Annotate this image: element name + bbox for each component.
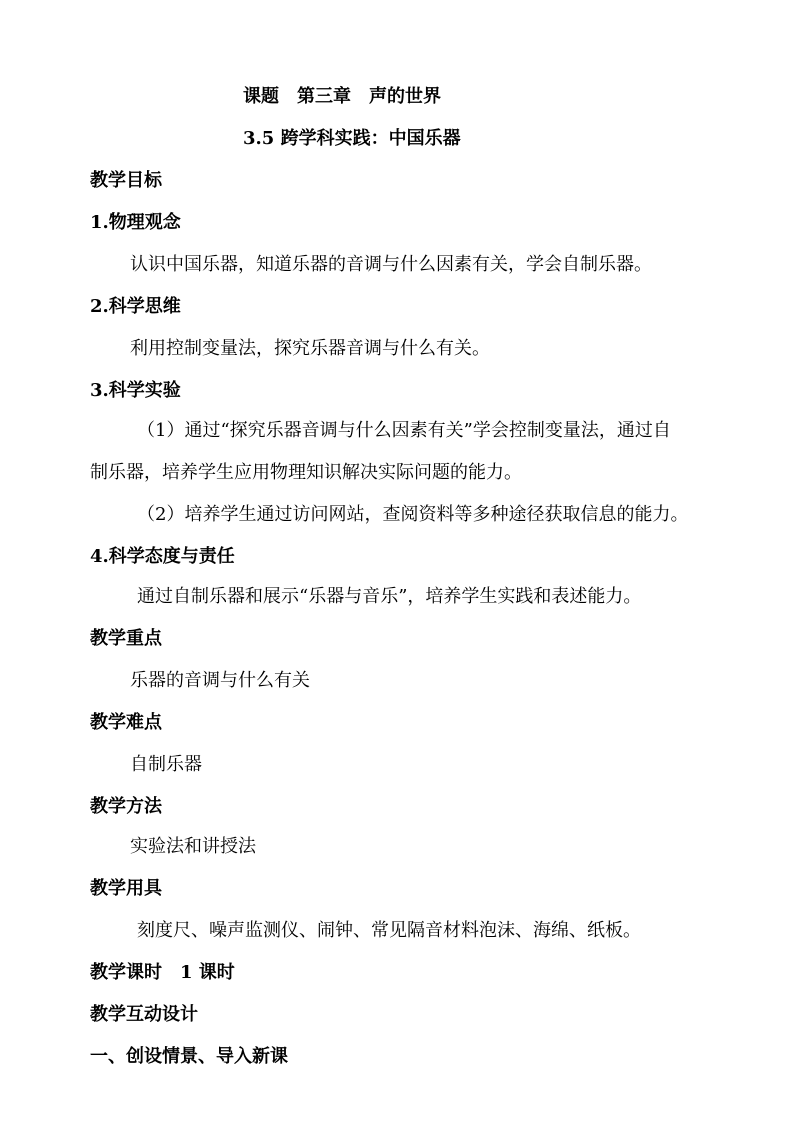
- difficulty-heading: 教学难点: [90, 712, 162, 733]
- section-3-text-1a: （1）通过“探究乐器音调与什么因素有关”学会控制变量法，通过自: [137, 420, 671, 441]
- lesson-subtitle: 3.5 跨学科实践：中国乐器: [243, 128, 461, 149]
- tools-heading: 教学用具: [90, 878, 162, 899]
- goals-heading: 教学目标: [90, 170, 162, 191]
- title-label: 课题: [243, 86, 279, 107]
- part-1-heading: 一、创设情景、导入新课: [90, 1046, 288, 1067]
- hours-line: [90, 961, 235, 985]
- section-4-text: 通过自制乐器和展示“乐器与音乐”，培养学生实践和表述能力。: [137, 586, 642, 607]
- key-text: 乐器的音调与什么有关: [130, 670, 310, 691]
- section-2-heading: 2.科学思维: [90, 296, 181, 317]
- tools-text: 刻度尺、噪声监测仪、闹钟、常见隔音材料泡沫、海绵、纸板。: [137, 920, 641, 941]
- title-chapter: 第三章: [297, 86, 351, 107]
- section-1-heading: 1.物理观念: [90, 212, 181, 233]
- difficulty-text: 自制乐器: [130, 754, 202, 775]
- section-1-text: 认识中国乐器，知道乐器的音调与什么因素有关，学会自制乐器。: [130, 254, 652, 275]
- section-3-text-1b: 制乐器，培养学生应用物理知识解决实际问题的能力。: [90, 462, 522, 483]
- section-3-heading: 3.科学实验: [90, 380, 181, 401]
- hours-value: 1 课时: [180, 962, 235, 983]
- method-heading: 教学方法: [90, 796, 162, 817]
- hours-label: 教学课时: [90, 962, 162, 983]
- key-heading: 教学重点: [90, 628, 162, 649]
- title-topic: 声的世界: [369, 86, 441, 107]
- lesson-title: [243, 85, 441, 109]
- design-heading: 教学互动设计: [90, 1004, 198, 1025]
- section-2-text: 利用控制变量法，探究乐器音调与什么有关。: [130, 338, 490, 359]
- method-text: 实验法和讲授法: [130, 836, 256, 857]
- section-4-heading: 4.科学态度与责任: [90, 546, 235, 567]
- section-3-text-2: （2）培养学生通过访问网站，查阅资料等多种途径获取信息的能力。: [137, 504, 689, 525]
